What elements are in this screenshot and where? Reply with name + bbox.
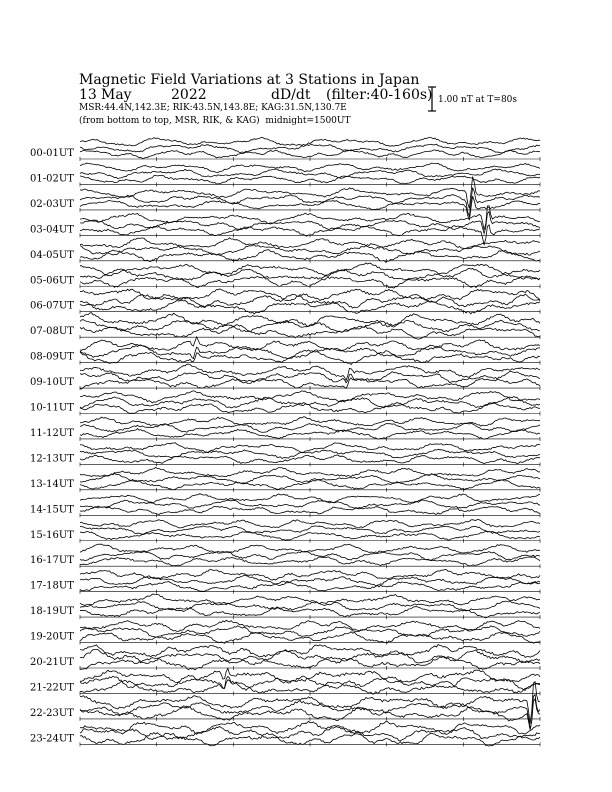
hour-label: 17-18UT (30, 580, 74, 592)
hour-label: 06-07UT (30, 300, 74, 312)
hour-row (30, 721, 540, 746)
trace-rik (80, 727, 540, 741)
trace-rik (80, 169, 540, 179)
trace-rik (80, 500, 540, 508)
hour-label: 18-19UT (30, 606, 74, 618)
trace-kag (80, 364, 540, 380)
hour-label: 12-13UT (30, 453, 74, 465)
hour-label: 21-22UT (30, 682, 74, 694)
trace-rik (80, 212, 540, 234)
hour-row (30, 364, 540, 390)
trace-kag (80, 289, 540, 301)
hour-label: 03-04UT (30, 224, 74, 236)
trace-rik (80, 551, 540, 560)
trace-rik (80, 371, 540, 383)
hour-label: 20-21UT (30, 657, 74, 668)
hour-row (30, 544, 540, 568)
trace-rik (80, 575, 540, 586)
hour-label: 02-03UT (30, 198, 74, 210)
hour-row (30, 519, 540, 542)
scale-label: 1.00 nT at T=80s (438, 95, 518, 105)
hour-row (30, 337, 540, 365)
trace-kag (80, 569, 540, 580)
hour-label: 15-16UT (30, 529, 74, 541)
hour-label: 10-11UT (30, 402, 74, 414)
scale-bar (428, 87, 436, 111)
hour-row (30, 391, 540, 416)
trace-rik (80, 675, 540, 690)
hour-label: 23-24UT (30, 733, 74, 745)
trace-kag (80, 163, 540, 173)
hour-row (30, 645, 540, 671)
filter-label: (filter:40-160s) (326, 87, 433, 103)
trace-rik (80, 649, 540, 663)
hour-row (30, 569, 540, 593)
hour-row (30, 494, 540, 518)
trace-kag (80, 494, 540, 503)
hour-label: 14-15UT (30, 504, 74, 516)
stations-line: MSR:44.4N,142.3E; RIK:43.5N,143.8E; KAG:31.5N,130.7E (79, 103, 347, 113)
hour-label: 11-12UT (30, 427, 74, 439)
hour-label: 09-10UT (30, 377, 74, 389)
quantity-label: dD/dt (271, 87, 311, 103)
hour-row (30, 467, 540, 491)
trace-rik (80, 345, 540, 358)
hour-row (30, 263, 540, 288)
hour-row (30, 417, 540, 441)
date-day: 13 (79, 87, 97, 103)
trace-rik (80, 449, 540, 458)
hour-label: 05-06UT (30, 275, 74, 287)
date-year: 2022 (171, 87, 207, 103)
trace-kag (80, 313, 540, 327)
hour-row (30, 620, 540, 644)
hour-row (30, 163, 540, 186)
hour-row (30, 594, 540, 619)
trace-rik (80, 695, 540, 730)
hour-label: 00-01UT (30, 148, 74, 159)
trace-kag (80, 645, 540, 658)
order-text: (from bottom to top, MSR, RIK, & KAG) (79, 116, 260, 126)
midnight-text: midnight=1500UT (265, 116, 351, 126)
date-month: May (101, 87, 132, 103)
hour-label: 07-08UT (30, 326, 74, 338)
hour-label: 04-05UT (30, 249, 74, 261)
hour-label: 01-02UT (30, 173, 74, 185)
hour-row (30, 238, 540, 263)
trace-rik (80, 144, 540, 153)
hour-label: 19-20UT (30, 631, 74, 643)
hour-label: 08-09UT (30, 351, 74, 363)
hour-row (30, 289, 540, 314)
trace-kag (80, 391, 540, 403)
hour-label: 22-23UT (30, 707, 74, 719)
trace-kag (80, 417, 540, 426)
trace-kag (80, 443, 540, 453)
hour-row (30, 443, 540, 467)
trace-kag (80, 668, 540, 683)
trace-kag (80, 544, 540, 553)
hour-row (30, 313, 540, 340)
hour-label: 16-17UT (30, 555, 74, 567)
hour-row (30, 137, 540, 161)
trace-rik (80, 626, 540, 637)
hour-row (30, 668, 540, 695)
hour-label: 13-14UT (30, 478, 74, 490)
trace-kag (80, 620, 540, 631)
chart-title: Magnetic Field Variations at 3 Stations in Japan (79, 72, 420, 88)
trace-kag (80, 467, 540, 476)
trace-rik (80, 244, 540, 256)
trace-rik (80, 397, 540, 409)
